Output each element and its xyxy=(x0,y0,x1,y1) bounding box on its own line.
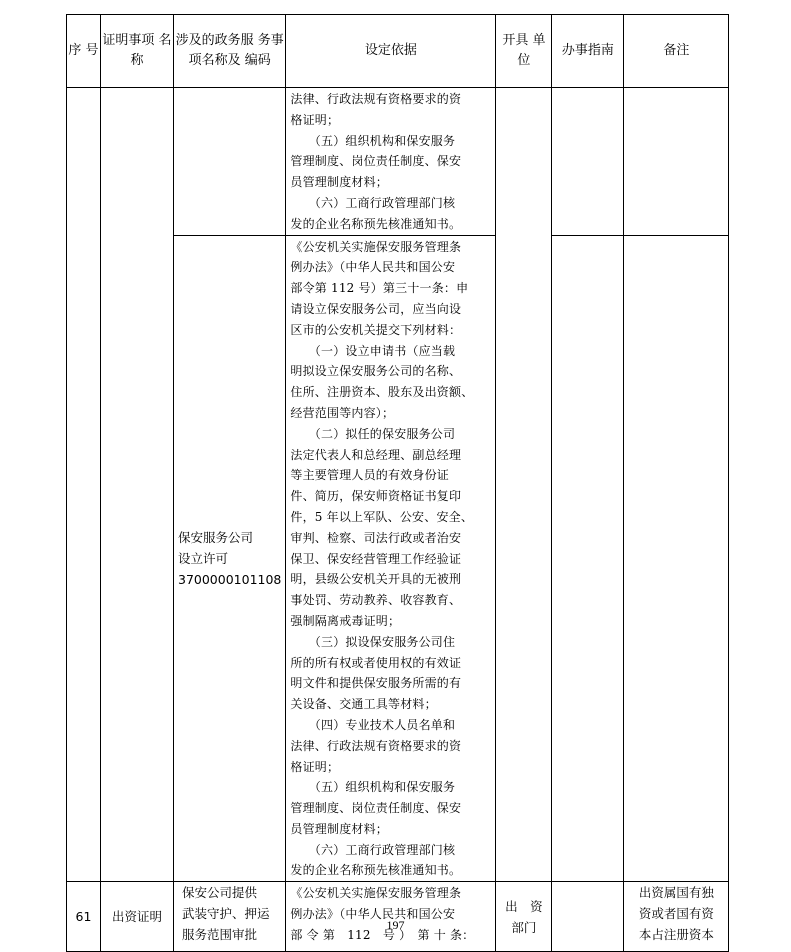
seq-cell-continued xyxy=(67,88,101,882)
guide-cell xyxy=(552,88,624,236)
seq-cell: 61 xyxy=(67,882,101,952)
cert-cell-continued xyxy=(101,88,174,882)
issuer-cell-continued xyxy=(496,88,552,882)
remark-cell xyxy=(624,88,729,236)
header-issuer: 开具 单位 xyxy=(496,15,552,88)
header-basis: 设定依据 xyxy=(286,15,496,88)
basis-cell: 《公安机关实施保安服务管理条 例办法》（中华人民共和国公安 部令第 112 号）第三十一条：申 请设立保安服务公司，应当向设 区市的公安机关提交下列材料： （一）设立申请书（应当载 明拟设立保安服务公司的名称、 住所、注册资本、股东及出资额、 经营范围等内容）； （二）拟任的保安服务公司 法定代表人和总经理、副总经理 等主要管理人员的有效身份证 件、简历，保安师资格证书复印 件，5 年以上军队、公安、安全、 审判、检察、司法行政或者治安 保卫、保安经营管理工作经验证 明，县级公安机关开具的无被刑 事处罚、劳动教养、收容教育、 强制隔离戒毒证明； （三）拟设保安服务公司住 所的所有权或者使用权的有效证 明文件和提供保安服务所需的有 关设备、交通工具等材料； （四）专业技术人员名单和 法律、行政法规有资格要求的资 格证明； （五）组织机构和保安服务 管理制度、岗位责任制度、保安 员管理制度材料； （六）工商行政管理部门核 发的企业名称预先核准通知书。 xyxy=(286,235,496,882)
certificate-table xyxy=(66,14,729,952)
header-guide: 办事指南 xyxy=(552,15,624,88)
remark-cell xyxy=(624,235,729,882)
table-row xyxy=(67,882,729,952)
header-remark: 备注 xyxy=(624,15,729,88)
header-seq: 序 号 xyxy=(67,15,101,88)
cert-name-cell: 出资证明 xyxy=(101,882,174,952)
header-cert-name: 证明事项 名称 xyxy=(101,15,174,88)
issuer-cell: 出 资 部门 xyxy=(496,882,552,952)
basis-cell: 《公安机关实施保安服务管理条 例办法》（中华人民共和国公安 部 令 第 112 号 ） 第 十 条： xyxy=(286,882,496,952)
header-service-item: 涉及的政务服 务事项名称及 编码 xyxy=(174,15,286,88)
basis-cell: 法律、行政法规有资格要求的资 格证明； （五）组织机构和保安服务 管理制度、岗位责任制度、保安 员管理制度材料； （六）工商行政管理部门核 发的企业名称预先核准通知书。 xyxy=(286,88,496,236)
service-cell-continued xyxy=(174,88,286,236)
header-row xyxy=(67,15,729,88)
remark-cell: 出资属国有独 资或者国有资 本占注册资本 xyxy=(624,882,729,952)
guide-cell xyxy=(552,882,624,952)
guide-cell xyxy=(552,235,624,882)
service-item-cell: 保安服务公司 设立许可 3700000101108 xyxy=(174,235,286,882)
page-number: 197 xyxy=(386,918,405,932)
table-row xyxy=(67,88,729,236)
service-item-cell: 保安公司提供 武装守护、押运 服务范围审批 xyxy=(174,882,286,952)
